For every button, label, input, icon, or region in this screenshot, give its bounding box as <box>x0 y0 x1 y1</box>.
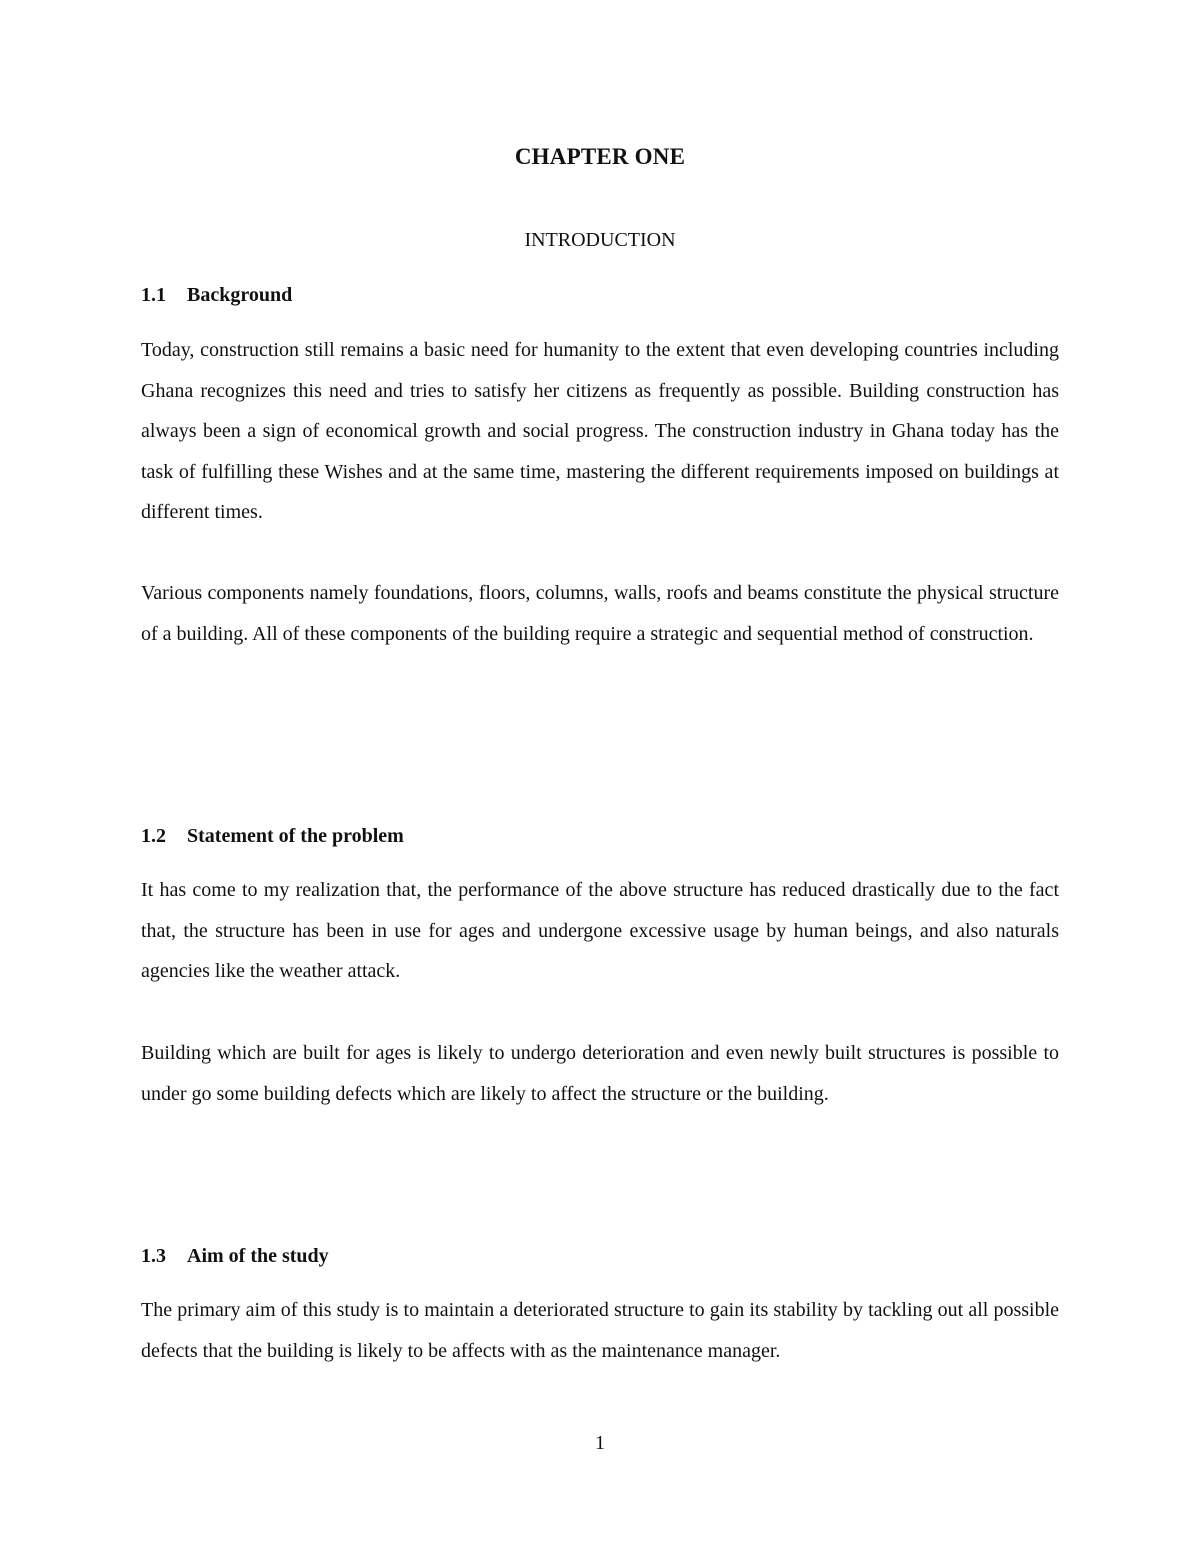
section-heading-statement-of-problem <box>141 825 404 848</box>
section-title: Statement of the problem <box>187 825 404 847</box>
section-heading-background <box>141 284 292 307</box>
paragraph-background-2: Various components namely foundations, floors, columns, walls, roofs and beams constitute the physical structure of a building. All of these components of the building require a strategic and sequential method of construction. <box>141 582 1059 645</box>
paragraph-problem-2: Building which are built for ages is likely to undergo deterioration and even newly built structures is possible to under go some building defects which are likely to affect the structure or the building. <box>141 1042 1059 1105</box>
section-title: Background <box>187 284 293 306</box>
section-heading-aim-of-study <box>141 1245 329 1268</box>
paragraph-problem-1: It has come to my realization that, the performance of the above structure has reduced drastically due to the fact that, the structure has been in use for ages and undergone excessive usage by human beings, and also naturals agencies like the weather attack. <box>141 879 1059 983</box>
paragraph-background-1: Today, construction still remains a basic need for humanity to the extent that even developing countries including Ghana recognizes this need and tries to satisfy her citizens as frequently as possible. Building construction has always been a sign of economical growth and social progress. The construction industry in Ghana today has the task of fulfilling these Wishes and at the same time, mastering the different requirements imposed on buildings at different times. <box>141 339 1059 524</box>
chapter-subtitle: INTRODUCTION <box>524 229 676 251</box>
section-number: 1.3 <box>141 1245 166 1267</box>
chapter-title: CHAPTER ONE <box>514 144 686 169</box>
section-title: Aim of the study <box>187 1245 329 1267</box>
section-number: 1.2 <box>141 825 166 847</box>
section-number: 1.1 <box>141 284 166 306</box>
paragraph-aim-1: The primary aim of this study is to maintain a deteriorated structure to gain its stability by tackling out all possible defects that the building is likely to be affects with as the maintenance manager. <box>141 1299 1059 1362</box>
page-number: 1 <box>595 1432 605 1454</box>
